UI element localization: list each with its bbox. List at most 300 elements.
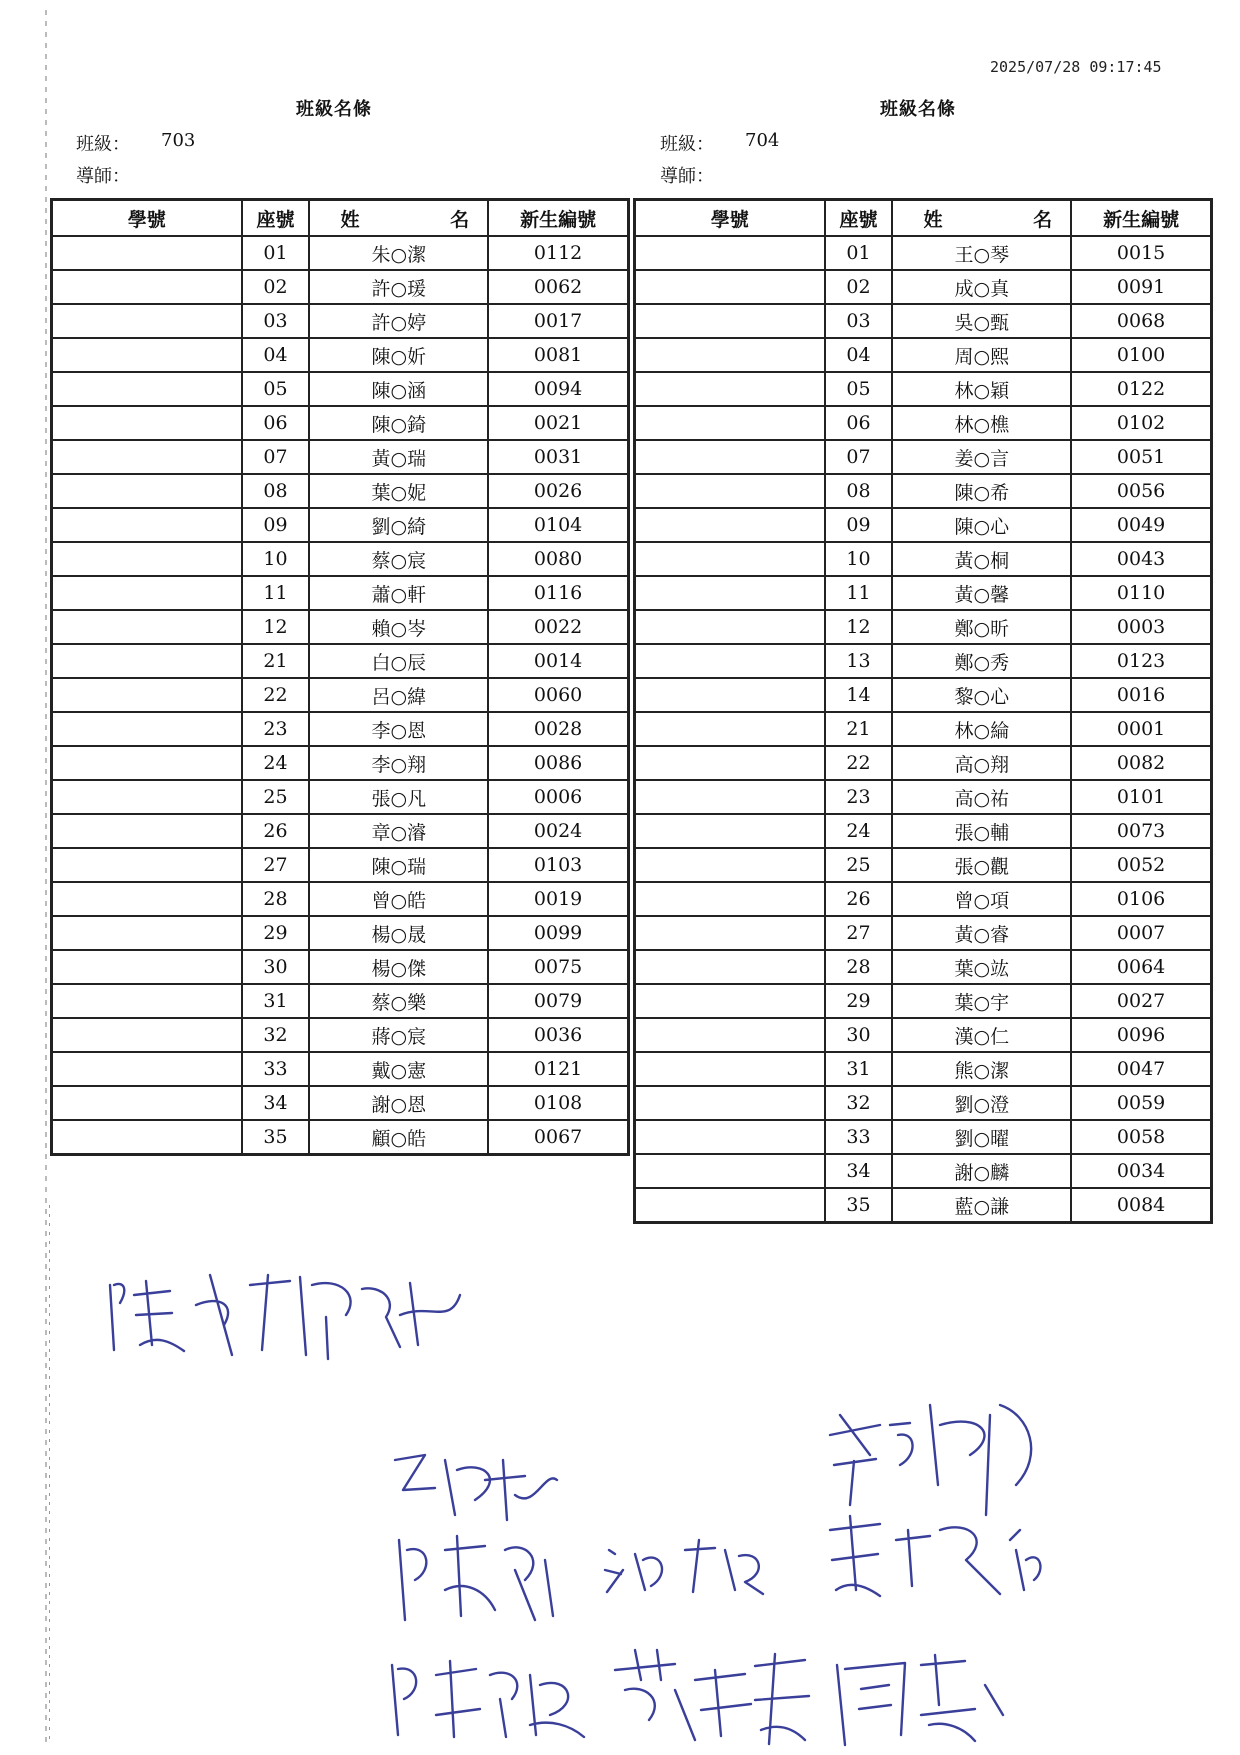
new-student-no-cell: 0003 [1071, 610, 1211, 644]
student-id-cell [635, 542, 825, 576]
class-line-704 [660, 130, 780, 156]
header-student-id: 學號 [52, 200, 242, 237]
seat-no-cell: 22 [825, 746, 893, 780]
seat-no-cell: 03 [825, 304, 893, 338]
student-name-cell: 黎○心 [892, 678, 1071, 712]
student-name-cell: 呂○緯 [309, 678, 488, 712]
seat-no-cell: 13 [825, 644, 893, 678]
student-name-cell: 藍○謙 [892, 1188, 1071, 1223]
seat-no-cell: 14 [825, 678, 893, 712]
new-student-no-cell: 0082 [1071, 746, 1211, 780]
table-row [635, 576, 1212, 610]
table-row [52, 1052, 629, 1086]
new-student-no-cell: 0106 [1071, 882, 1211, 916]
new-student-no-cell: 0031 [488, 440, 628, 474]
table-row [635, 984, 1212, 1018]
header-seat-no: 座號 [242, 200, 310, 237]
new-student-no-cell: 0047 [1071, 1052, 1211, 1086]
student-id-cell [635, 304, 825, 338]
student-id-cell [52, 508, 242, 542]
table-row [635, 814, 1212, 848]
student-name-cell: 熊○潔 [892, 1052, 1071, 1086]
table-row [635, 746, 1212, 780]
student-id-cell [52, 338, 242, 372]
new-student-no-cell: 0036 [488, 1018, 628, 1052]
new-student-no-cell: 0084 [1071, 1188, 1211, 1223]
table-row [635, 542, 1212, 576]
seat-no-cell: 12 [825, 610, 893, 644]
header-surname: 姓 [923, 208, 943, 231]
new-student-no-cell: 0028 [488, 712, 628, 746]
seat-no-cell: 30 [825, 1018, 893, 1052]
seat-no-cell: 12 [242, 610, 310, 644]
new-student-no-cell: 0052 [1071, 848, 1211, 882]
table-row [52, 372, 629, 406]
new-student-no-cell: 0121 [488, 1052, 628, 1086]
new-student-no-cell: 0080 [488, 542, 628, 576]
table-row [635, 1120, 1212, 1154]
student-id-cell [635, 712, 825, 746]
table-row [52, 984, 629, 1018]
new-student-no-cell: 0049 [1071, 508, 1211, 542]
student-id-cell [635, 1086, 825, 1120]
header-row [635, 200, 1212, 237]
student-name-cell: 陳○錡 [309, 406, 488, 440]
student-id-cell [52, 746, 242, 780]
student-name-cell: 蔡○宸 [309, 542, 488, 576]
new-student-no-cell: 0051 [1071, 440, 1211, 474]
seat-no-cell: 25 [825, 848, 893, 882]
student-id-cell [52, 916, 242, 950]
student-name-cell: 葉○妮 [309, 474, 488, 508]
seat-no-cell: 04 [242, 338, 310, 372]
table-row [635, 236, 1212, 270]
table-row [635, 1154, 1212, 1188]
new-student-no-cell: 0104 [488, 508, 628, 542]
student-id-cell [52, 270, 242, 304]
seat-no-cell: 33 [825, 1120, 893, 1154]
seat-no-cell: 08 [242, 474, 310, 508]
seat-no-cell: 24 [242, 746, 310, 780]
table-row [52, 882, 629, 916]
student-name-cell: 謝○麟 [892, 1154, 1071, 1188]
new-student-no-cell: 0017 [488, 304, 628, 338]
new-student-no-cell: 0027 [1071, 984, 1211, 1018]
table-row [52, 746, 629, 780]
student-name-cell: 劉○澄 [892, 1086, 1071, 1120]
teacher-label: 導師： [660, 166, 714, 187]
table-row [635, 406, 1212, 440]
student-name-cell: 葉○竑 [892, 950, 1071, 984]
table-row [52, 814, 629, 848]
seat-no-cell: 34 [825, 1154, 893, 1188]
student-id-cell [635, 848, 825, 882]
student-name-cell: 楊○晟 [309, 916, 488, 950]
new-student-no-cell: 0103 [488, 848, 628, 882]
student-name-cell: 王○琴 [892, 236, 1071, 270]
student-id-cell [52, 1018, 242, 1052]
new-student-no-cell: 0062 [488, 270, 628, 304]
student-id-cell [635, 1052, 825, 1086]
header-name-wrap [310, 205, 487, 232]
seat-no-cell: 06 [825, 406, 893, 440]
student-name-cell: 張○輔 [892, 814, 1071, 848]
student-name-cell: 黃○瑞 [309, 440, 488, 474]
student-id-cell [635, 270, 825, 304]
student-id-cell [635, 814, 825, 848]
table-row [635, 304, 1212, 338]
new-student-no-cell: 0056 [1071, 474, 1211, 508]
seat-no-cell: 30 [242, 950, 310, 984]
table-row [52, 1018, 629, 1052]
student-id-cell [52, 712, 242, 746]
new-student-no-cell: 0081 [488, 338, 628, 372]
student-id-cell [635, 984, 825, 1018]
header-name [892, 200, 1071, 237]
student-id-cell [635, 338, 825, 372]
table-row [52, 712, 629, 746]
table-row [52, 236, 629, 270]
header-student-id: 學號 [635, 200, 825, 237]
seat-no-cell: 02 [825, 270, 893, 304]
header-seat-no: 座號 [825, 200, 893, 237]
seat-no-cell: 33 [242, 1052, 310, 1086]
student-id-cell [635, 610, 825, 644]
new-student-no-cell: 0108 [488, 1086, 628, 1120]
header-given-name: 名 [450, 208, 470, 231]
teacher-line-703 [76, 162, 130, 188]
seat-no-cell: 03 [242, 304, 310, 338]
seat-no-cell: 07 [825, 440, 893, 474]
table-row [635, 882, 1212, 916]
signature-1 [100, 1255, 470, 1365]
header-new-student-no: 新生編號 [488, 200, 628, 237]
new-student-no-cell: 0110 [1071, 576, 1211, 610]
new-student-no-cell: 0058 [1071, 1120, 1211, 1154]
new-student-no-cell: 0068 [1071, 304, 1211, 338]
student-name-cell: 姜○言 [892, 440, 1071, 474]
student-id-cell [52, 814, 242, 848]
student-id-cell [635, 678, 825, 712]
student-id-cell [52, 780, 242, 814]
table-row [52, 270, 629, 304]
student-id-cell [635, 882, 825, 916]
new-student-no-cell: 0094 [488, 372, 628, 406]
new-student-no-cell: 0022 [488, 610, 628, 644]
seat-no-cell: 05 [825, 372, 893, 406]
seat-no-cell: 35 [825, 1188, 893, 1223]
table-row [635, 474, 1212, 508]
new-student-no-cell: 0024 [488, 814, 628, 848]
seat-no-cell: 10 [242, 542, 310, 576]
signature-7 [380, 1645, 590, 1745]
seat-no-cell: 29 [825, 984, 893, 1018]
student-name-cell: 漢○仁 [892, 1018, 1071, 1052]
seat-no-cell: 01 [825, 236, 893, 270]
student-name-cell: 楊○傑 [309, 950, 488, 984]
table-row [52, 848, 629, 882]
new-student-no-cell: 0096 [1071, 1018, 1211, 1052]
seat-no-cell: 28 [242, 882, 310, 916]
student-name-cell: 蔣○宸 [309, 1018, 488, 1052]
student-id-cell [52, 406, 242, 440]
seat-no-cell: 09 [825, 508, 893, 542]
student-name-cell: 賴○岑 [309, 610, 488, 644]
new-student-no-cell: 0112 [488, 236, 628, 270]
table-row [52, 950, 629, 984]
student-name-cell: 張○觀 [892, 848, 1071, 882]
table-row [52, 338, 629, 372]
signature-3 [820, 1395, 1050, 1525]
student-id-cell [635, 372, 825, 406]
student-id-cell [635, 746, 825, 780]
class-label: 班級： [660, 134, 714, 155]
new-student-no-cell: 0016 [1071, 678, 1211, 712]
student-id-cell [52, 372, 242, 406]
new-student-no-cell: 0079 [488, 984, 628, 1018]
signature-2 [385, 1440, 565, 1530]
table-row [52, 644, 629, 678]
seat-no-cell: 26 [825, 882, 893, 916]
student-id-cell [52, 440, 242, 474]
new-student-no-cell: 0086 [488, 746, 628, 780]
header-given-name: 名 [1033, 208, 1053, 231]
signature-8 [605, 1640, 815, 1750]
student-name-cell: 黃○睿 [892, 916, 1071, 950]
table-row [52, 304, 629, 338]
student-id-cell [52, 576, 242, 610]
new-student-no-cell: 0043 [1071, 542, 1211, 576]
student-id-cell [635, 916, 825, 950]
seat-no-cell: 27 [242, 848, 310, 882]
student-name-cell: 許○瑗 [309, 270, 488, 304]
student-name-cell: 陳○希 [892, 474, 1071, 508]
table-row [635, 1052, 1212, 1086]
header-row [52, 200, 629, 237]
seat-no-cell: 05 [242, 372, 310, 406]
student-name-cell: 白○辰 [309, 644, 488, 678]
table-row [635, 270, 1212, 304]
seat-no-cell: 07 [242, 440, 310, 474]
student-name-cell: 李○翔 [309, 746, 488, 780]
seat-no-cell: 35 [242, 1120, 310, 1155]
student-name-cell: 朱○潔 [309, 236, 488, 270]
seat-no-cell: 31 [825, 1052, 893, 1086]
table-row [635, 1018, 1212, 1052]
new-student-no-cell: 0001 [1071, 712, 1211, 746]
student-name-cell: 林○樵 [892, 406, 1071, 440]
seat-no-cell: 21 [242, 644, 310, 678]
seat-no-cell: 28 [825, 950, 893, 984]
student-name-cell: 謝○恩 [309, 1086, 488, 1120]
student-name-cell: 黃○桐 [892, 542, 1071, 576]
scan-edge [45, 10, 47, 1745]
new-student-no-cell: 0116 [488, 576, 628, 610]
table-row [635, 950, 1212, 984]
student-id-cell [635, 1188, 825, 1223]
student-name-cell: 曾○項 [892, 882, 1071, 916]
roster-title-703: 班級名條 [296, 99, 372, 120]
student-id-cell [635, 236, 825, 270]
student-name-cell: 鄭○秀 [892, 644, 1071, 678]
header-new-student-no: 新生編號 [1071, 200, 1211, 237]
seat-no-cell: 23 [242, 712, 310, 746]
student-name-cell: 劉○曜 [892, 1120, 1071, 1154]
student-name-cell: 戴○憲 [309, 1052, 488, 1086]
student-name-cell: 曾○皓 [309, 882, 488, 916]
table-row [52, 1086, 629, 1120]
student-id-cell [635, 1154, 825, 1188]
student-id-cell [635, 474, 825, 508]
new-student-no-cell: 0102 [1071, 406, 1211, 440]
student-name-cell: 蕭○軒 [309, 576, 488, 610]
table-row [52, 474, 629, 508]
class-label: 班級： [76, 134, 130, 155]
table-row [52, 610, 629, 644]
student-id-cell [52, 1086, 242, 1120]
student-id-cell [635, 1120, 825, 1154]
signature-6 [820, 1510, 1050, 1600]
seat-no-cell: 24 [825, 814, 893, 848]
table-row [52, 508, 629, 542]
seat-no-cell: 26 [242, 814, 310, 848]
table-row [52, 678, 629, 712]
student-id-cell [635, 406, 825, 440]
seat-no-cell: 11 [825, 576, 893, 610]
student-name-cell: 陳○心 [892, 508, 1071, 542]
seat-no-cell: 08 [825, 474, 893, 508]
new-student-no-cell: 0006 [488, 780, 628, 814]
student-id-cell [52, 882, 242, 916]
student-name-cell: 成○真 [892, 270, 1071, 304]
table-row [635, 644, 1212, 678]
seat-no-cell: 06 [242, 406, 310, 440]
seat-no-cell: 31 [242, 984, 310, 1018]
student-name-cell: 陳○涵 [309, 372, 488, 406]
student-id-cell [52, 542, 242, 576]
seat-no-cell: 23 [825, 780, 893, 814]
seat-no-cell: 32 [242, 1018, 310, 1052]
student-name-cell: 許○婷 [309, 304, 488, 338]
new-student-no-cell: 0026 [488, 474, 628, 508]
student-id-cell [52, 678, 242, 712]
new-student-no-cell: 0014 [488, 644, 628, 678]
student-id-cell [52, 848, 242, 882]
table-row [52, 916, 629, 950]
header-name-wrap [893, 205, 1070, 232]
table-row [635, 848, 1212, 882]
header-name [309, 200, 488, 237]
seat-no-cell: 04 [825, 338, 893, 372]
print-timestamp: 2025/07/28 09:17:45 [990, 58, 1162, 76]
new-student-no-cell: 0021 [488, 406, 628, 440]
table-row [635, 1188, 1212, 1223]
student-name-cell: 劉○綺 [309, 508, 488, 542]
signature-9 [825, 1645, 1015, 1755]
scan-edge-mark [49, 1205, 50, 1745]
roster-table-703 [50, 198, 630, 1156]
student-name-cell: 鄭○昕 [892, 610, 1071, 644]
new-student-no-cell: 0064 [1071, 950, 1211, 984]
student-id-cell [635, 1018, 825, 1052]
seat-no-cell: 09 [242, 508, 310, 542]
student-id-cell [52, 984, 242, 1018]
student-id-cell [635, 440, 825, 474]
student-name-cell: 蔡○樂 [309, 984, 488, 1018]
new-student-no-cell: 0060 [488, 678, 628, 712]
roster-table-704 [633, 198, 1213, 1224]
table-row [635, 1086, 1212, 1120]
student-id-cell [635, 576, 825, 610]
student-id-cell [52, 610, 242, 644]
class-value: 704 [745, 130, 780, 151]
table-row [635, 780, 1212, 814]
table-row [52, 576, 629, 610]
student-id-cell [52, 1052, 242, 1086]
new-student-no-cell: 0007 [1071, 916, 1211, 950]
table-row [635, 610, 1212, 644]
table-row [52, 542, 629, 576]
student-id-cell [52, 950, 242, 984]
new-student-no-cell: 0123 [1071, 644, 1211, 678]
student-name-cell: 吳○甄 [892, 304, 1071, 338]
table-row [52, 440, 629, 474]
seat-no-cell: 10 [825, 542, 893, 576]
student-id-cell [52, 644, 242, 678]
seat-no-cell: 34 [242, 1086, 310, 1120]
header-surname: 姓 [340, 208, 360, 231]
student-name-cell: 陳○瑞 [309, 848, 488, 882]
new-student-no-cell: 0091 [1071, 270, 1211, 304]
teacher-label: 導師： [76, 166, 130, 187]
new-student-no-cell: 0101 [1071, 780, 1211, 814]
student-name-cell: 高○祐 [892, 780, 1071, 814]
table-row [635, 678, 1212, 712]
student-name-cell: 章○濬 [309, 814, 488, 848]
student-id-cell [52, 474, 242, 508]
student-name-cell: 高○翔 [892, 746, 1071, 780]
table-row [635, 712, 1212, 746]
new-student-no-cell: 0099 [488, 916, 628, 950]
table-row [52, 1120, 629, 1155]
student-id-cell [635, 508, 825, 542]
student-name-cell: 周○熙 [892, 338, 1071, 372]
student-id-cell [52, 304, 242, 338]
new-student-no-cell: 0067 [488, 1120, 628, 1155]
table-row [635, 440, 1212, 474]
student-id-cell [635, 644, 825, 678]
new-student-no-cell: 0034 [1071, 1154, 1211, 1188]
new-student-no-cell: 0073 [1071, 814, 1211, 848]
student-id-cell [52, 236, 242, 270]
roster-title-704: 班級名條 [880, 99, 956, 120]
seat-no-cell: 25 [242, 780, 310, 814]
student-name-cell: 林○綸 [892, 712, 1071, 746]
student-name-cell: 張○凡 [309, 780, 488, 814]
seat-no-cell: 22 [242, 678, 310, 712]
new-student-no-cell: 0075 [488, 950, 628, 984]
table-row [635, 372, 1212, 406]
signature-5 [595, 1530, 775, 1600]
student-id-cell [635, 950, 825, 984]
student-name-cell: 林○穎 [892, 372, 1071, 406]
seat-no-cell: 01 [242, 236, 310, 270]
new-student-no-cell: 0100 [1071, 338, 1211, 372]
student-name-cell: 李○恩 [309, 712, 488, 746]
seat-no-cell: 21 [825, 712, 893, 746]
student-name-cell: 顧○皓 [309, 1120, 488, 1155]
table-row [52, 780, 629, 814]
